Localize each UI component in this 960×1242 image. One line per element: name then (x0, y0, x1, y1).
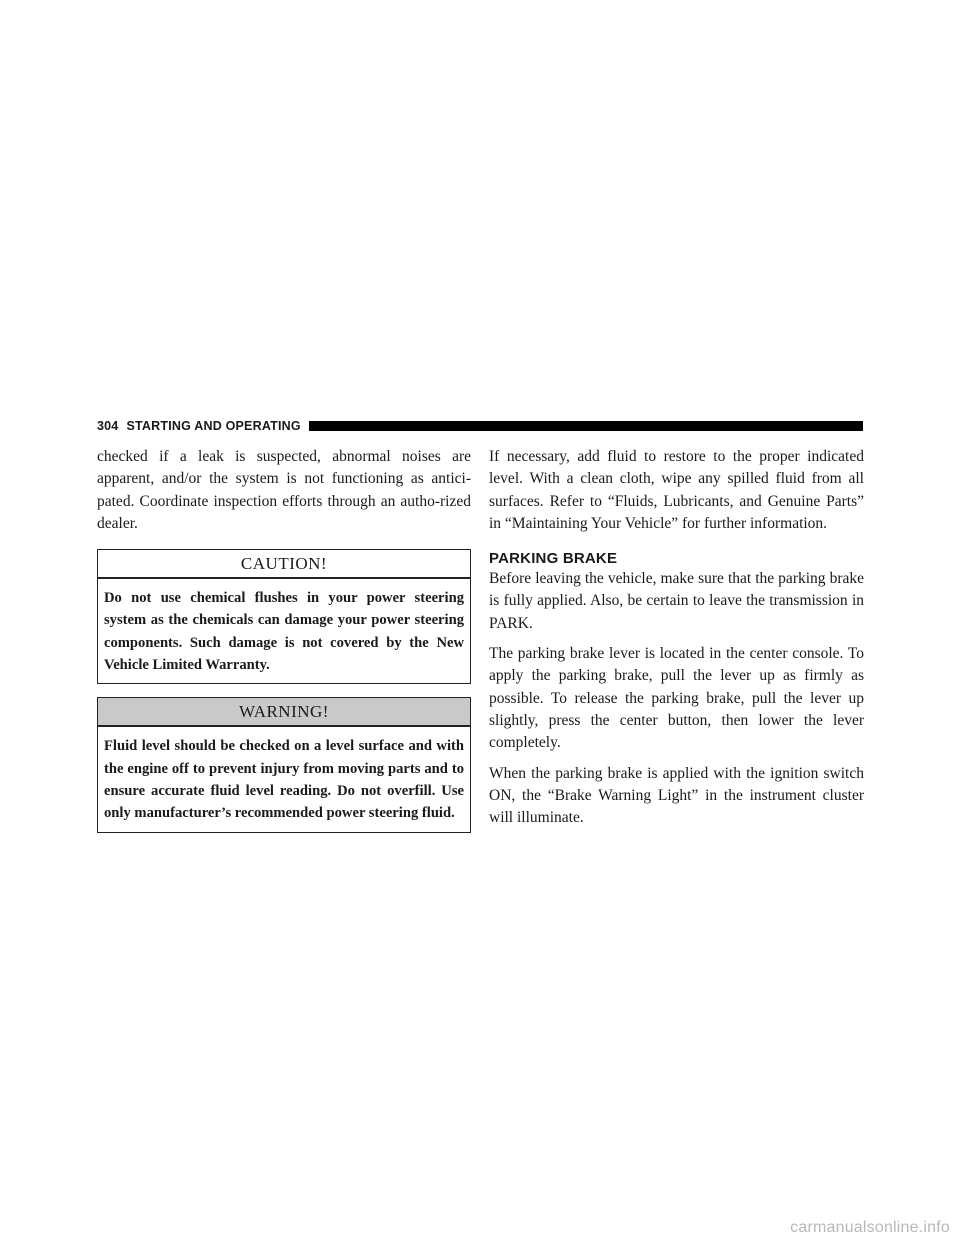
page-header (97, 418, 863, 434)
left-intro-paragraph: checked if a leak is suspected, abnormal noises are apparent, and/or the system is not functioning as antici-pated. Coordinate inspection efforts through an autho-rized dealer. (97, 448, 471, 532)
caution-box (97, 549, 471, 684)
right-column (489, 446, 864, 829)
header-rule (309, 421, 863, 431)
parking-brake-paragraph-1: Before leaving the vehicle, make sure that the parking brake is fully applied. Also, be certain to leave the transmission in PARK. (489, 570, 864, 632)
section-title: STARTING AND OPERATING (126, 419, 301, 433)
warning-box (97, 697, 471, 832)
warning-text: Fluid level should be checked on a level surface and with the engine off to prevent injury from moving parts and to ensure accurate fluid level reading. Do not overfill. Use only manufacturer’s recommended power steering fluid. (104, 738, 464, 822)
page-number: 304 (97, 419, 119, 433)
left-column (97, 446, 471, 833)
caution-title: CAUTION! (98, 550, 470, 579)
parking-brake-paragraph-2: The parking brake lever is located in the center console. To apply the parking brake, pull the lever up as firmly as possible. To release the parking brake, pull the lever up slightly, press the center button, then lower the lever completely. (489, 645, 864, 752)
parking-brake-paragraph-3: When the parking brake is applied with the ignition switch ON, the “Brake Warning Light” in the instrument cluster will illuminate. (489, 764, 864, 827)
warning-title: WARNING! (98, 698, 470, 727)
watermark-text: carmanualsonline.info (790, 1219, 950, 1236)
right-intro-paragraph: If necessary, add fluid to restore to the proper indicated level. With a clean cloth, wipe any spilled fluid from all surfaces. Refer to “Fluids, Lubricants, and Genuine Parts” in “Maintaining Your Vehicle” for further information. (489, 448, 864, 532)
caution-text: Do not use chemical flushes in your power steering system as the chemicals can damage your power steering components. Such damage is not covered by the New Vehicle Limited Warranty. (104, 590, 464, 674)
parking-brake-heading: PARKING BRAKE (489, 550, 618, 568)
